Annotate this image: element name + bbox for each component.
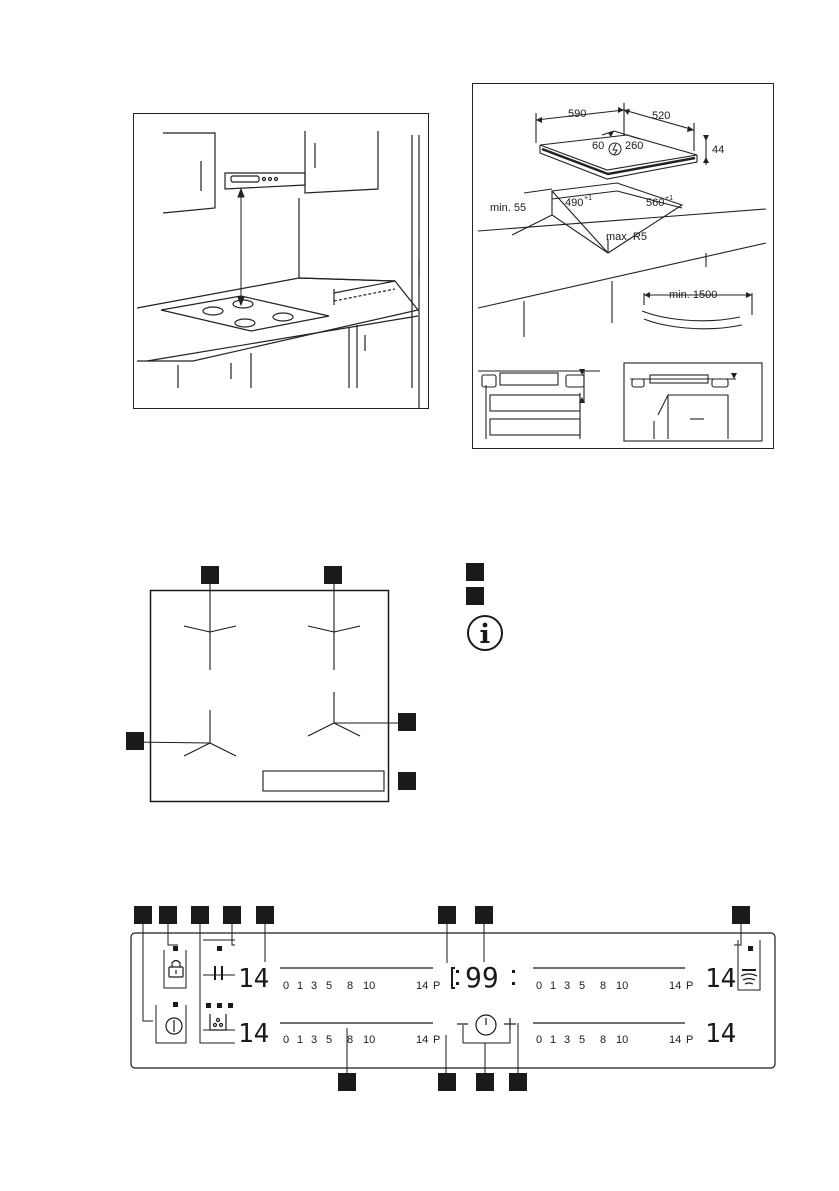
upper-right-cooking-zone-icon [308, 626, 360, 670]
info-icon [466, 614, 504, 652]
power-scale-number: 0 [536, 1034, 543, 1046]
radius-label: max. R5 [606, 231, 647, 243]
callout-marker [223, 906, 241, 924]
power-boost-label: P [433, 1034, 441, 1046]
power-scale-number: 1 [297, 1034, 304, 1046]
callout-marker [438, 1073, 456, 1091]
callout-marker [509, 1073, 527, 1091]
power-scale-number: 10 [616, 980, 629, 992]
width-label: 590 [568, 108, 587, 120]
power-scale-number: 5 [326, 1034, 333, 1046]
power-scale-number: 1 [550, 980, 557, 992]
power-icon [166, 1018, 182, 1034]
level-display: 14 [238, 964, 270, 994]
callout-marker [475, 906, 493, 924]
power-scale-number: 5 [579, 1034, 586, 1046]
cutout-depth-label: 560 [646, 197, 665, 209]
level-display: 14 [705, 964, 737, 994]
power-scale-number: 10 [616, 1034, 629, 1046]
power-scale-number: 14 [669, 980, 682, 992]
callout-marker [256, 906, 274, 924]
callout-marker [338, 1073, 356, 1091]
pause-icon [215, 966, 222, 980]
legend-marker [466, 563, 484, 581]
connection-a-label: 60 [592, 140, 605, 152]
power-scale-number: 8 [347, 1034, 354, 1046]
power-scale-number: 3 [564, 1034, 571, 1046]
power-scale-number: 3 [311, 1034, 318, 1046]
power-boost-label: P [686, 980, 694, 992]
callout-marker [324, 566, 342, 584]
lower-left-cooking-zone-icon [184, 710, 236, 756]
power-scale-number: 0 [283, 1034, 290, 1046]
power-scale-number: 10 [363, 980, 376, 992]
callout-marker [134, 906, 152, 924]
power-scale-number: 1 [297, 980, 304, 992]
power-scale-number: 1 [550, 1034, 557, 1046]
power-boost-label: P [433, 980, 441, 992]
power-scale-number: 0 [283, 980, 290, 992]
bridge-icon [210, 1014, 226, 1030]
height-label: 44 [712, 144, 725, 156]
power-scale-number: 0 [536, 980, 543, 992]
callout-marker [201, 566, 219, 584]
power-scale-number: 10 [363, 1034, 376, 1046]
power-scale-number: 8 [600, 980, 607, 992]
power-boost-label: P [686, 1034, 694, 1046]
depth-label: 520 [652, 110, 671, 122]
callout-marker [438, 906, 456, 924]
legend-marker [466, 587, 484, 605]
power-scale-number: 8 [600, 1034, 607, 1046]
callout-marker [732, 906, 750, 924]
power-scale-number: 3 [311, 980, 318, 992]
timer-display: 99 [465, 961, 499, 994]
callout-marker [126, 732, 144, 750]
lock-icon [169, 961, 183, 978]
power-scale-number: 3 [564, 980, 571, 992]
cutout-depth-tolerance: +1 [665, 195, 673, 202]
callout-marker [476, 1073, 494, 1091]
min-edge-label: min. 55 [490, 202, 527, 214]
plus-icon [504, 1018, 516, 1030]
power-scale-number: 5 [326, 980, 333, 992]
cable-length-label: min. 1500 [669, 289, 718, 301]
level-display: 14 [238, 1019, 270, 1049]
connection-b-label: 260 [625, 140, 644, 152]
level-display: 14 [705, 1019, 737, 1049]
cooking-surface-layout [110, 560, 430, 810]
lower-right-cooking-zone-icon [308, 692, 360, 736]
callout-marker [398, 772, 416, 790]
callout-marker [398, 713, 416, 731]
callout-marker [191, 906, 209, 924]
power-scale-number: 14 [669, 1034, 682, 1046]
control-panel-figure [120, 900, 780, 1095]
hob-dimensions-figure [472, 83, 774, 449]
upper-left-cooking-zone-icon [184, 626, 236, 670]
cutout-width-label: 490 [565, 197, 584, 209]
timer-icon [476, 1015, 496, 1035]
hob2hood-icon [741, 970, 757, 984]
power-scale-number: 14 [416, 1034, 429, 1046]
cutout-width-tolerance: +1 [584, 195, 592, 202]
power-scale-number: 14 [416, 980, 429, 992]
power-scale-number: 8 [347, 980, 354, 992]
kitchen-installation-figure [133, 113, 429, 409]
control-panel-drawing [120, 900, 780, 1095]
power-scale-number: 5 [579, 980, 586, 992]
cooking-surface-drawing [110, 560, 430, 810]
callout-marker [159, 906, 177, 924]
